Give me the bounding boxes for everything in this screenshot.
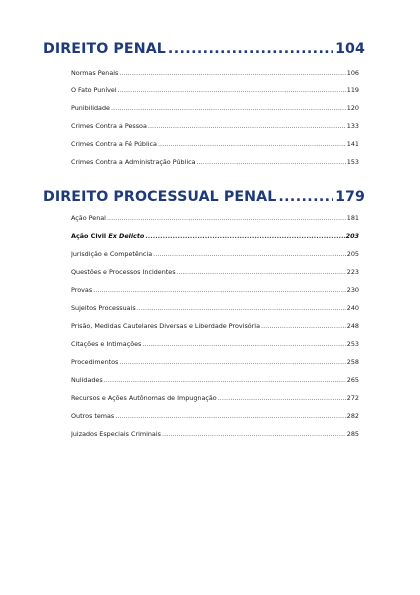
dot-leader	[162, 430, 346, 439]
toc-entry-page: 106	[346, 69, 359, 77]
dot-leader	[158, 140, 346, 149]
toc-entry-label-regular: Ação Civil	[71, 232, 107, 240]
toc-entry[interactable]	[71, 104, 359, 113]
dot-leader	[115, 412, 346, 421]
dot-leader	[261, 322, 346, 331]
section-heading[interactable]	[43, 40, 365, 58]
toc-entry[interactable]	[71, 250, 359, 259]
dot-leader	[218, 394, 346, 403]
dot-leader	[177, 268, 346, 277]
dot-leader	[137, 304, 346, 313]
toc-entry[interactable]	[71, 69, 359, 78]
toc-entry[interactable]	[71, 376, 359, 385]
toc-entry[interactable]	[71, 412, 359, 421]
dot-leader	[153, 250, 346, 259]
dot-leader	[145, 232, 344, 241]
section-page-number: 179	[335, 189, 365, 205]
toc-entry-page: 253	[346, 340, 359, 348]
toc-entry-page: 141	[346, 140, 359, 148]
toc-entry-page: 119	[346, 86, 359, 94]
toc-section-direito-processual-penal	[43, 188, 365, 438]
toc-entry-page: 265	[346, 376, 359, 384]
toc-entry[interactable]	[71, 214, 359, 223]
dot-leader	[104, 376, 346, 385]
toc-entry-page: 282	[346, 412, 359, 420]
toc-entry-label: Crimes Contra a Administração Pública	[71, 158, 196, 166]
dot-leader	[93, 286, 346, 295]
toc-entry[interactable]	[71, 286, 359, 295]
toc-entry-highlighted[interactable]	[71, 232, 359, 241]
dot-leader	[142, 340, 345, 349]
toc-entry-label: Prisão, Medidas Cautelares Diversas e Liberdade Provisória	[71, 322, 261, 330]
toc-entry-label: Recursos e Ações Autônomas de Impugnação	[71, 394, 217, 402]
toc-entry-label-italic: Ex Delicto	[108, 232, 145, 240]
section-title: DIREITO PENAL	[43, 41, 166, 57]
toc-entry-label: Crimes Contra a Pessoa	[71, 122, 147, 130]
toc-entry[interactable]	[71, 358, 359, 367]
toc-entry-page: 285	[346, 430, 359, 438]
toc-entry-page: 258	[346, 358, 359, 366]
toc-entry-label: Outros temas	[71, 412, 115, 420]
toc-entry-label: Questões e Processos Incidentes	[71, 268, 176, 276]
toc-entry[interactable]	[71, 268, 359, 277]
toc-entry[interactable]	[71, 86, 359, 95]
toc-entry-page: 181	[346, 214, 359, 222]
dot-leader	[119, 69, 345, 78]
toc-entry-label: Citações e Intimações	[71, 340, 142, 348]
toc-entry-label: Ação Penal	[71, 214, 106, 222]
dot-leader	[111, 104, 346, 113]
toc-entry-label: Provas	[71, 286, 93, 294]
toc-entry-label: Nulidades	[71, 376, 103, 384]
toc-entry-label: Sujeitos Processuais	[71, 304, 136, 312]
toc-entry-label: Punibilidade	[71, 104, 110, 112]
toc-entry[interactable]	[71, 340, 359, 349]
toc-entry-page: 153	[346, 158, 359, 166]
dot-leader	[119, 358, 345, 367]
toc-entry[interactable]	[71, 394, 359, 403]
section-page-number: 104	[335, 41, 365, 57]
section-title: DIREITO PROCESSUAL PENAL	[43, 189, 277, 205]
toc-entry-page: 120	[346, 104, 359, 112]
toc-entry[interactable]	[71, 322, 359, 331]
toc-entry-page: 223	[346, 268, 359, 276]
toc-entry-label: O Fato Punível	[71, 86, 117, 94]
dot-leader	[168, 40, 333, 58]
dot-leader	[118, 86, 346, 95]
toc-entry-label: Normas Penais	[71, 69, 119, 77]
toc-entry-page: 240	[346, 304, 359, 312]
toc-entry-page: 205	[346, 250, 359, 258]
toc-entry-label	[71, 232, 144, 241]
toc-entry[interactable]	[71, 304, 359, 313]
toc-entry-page: 133	[346, 122, 359, 130]
toc-entry[interactable]	[71, 140, 359, 149]
section-heading[interactable]	[43, 188, 365, 206]
toc-entry-label: Procedimentos	[71, 358, 119, 366]
dot-leader	[107, 214, 346, 223]
toc-entry-page: 272	[346, 394, 359, 402]
toc-entry-page: 230	[346, 286, 359, 294]
toc-entry-label: Juizados Especiais Criminais	[71, 430, 161, 438]
toc-entry[interactable]	[71, 430, 359, 439]
toc-entry-label: Jurisdição e Competência	[71, 250, 153, 258]
toc-entry-page: 248	[346, 322, 359, 330]
toc-entry[interactable]	[71, 122, 359, 131]
toc-entry-page: 203	[345, 232, 359, 240]
dot-leader	[197, 158, 346, 167]
dot-leader	[278, 188, 333, 206]
dot-leader	[148, 122, 346, 131]
toc-entry-label: Crimes Contra a Fé Pública	[71, 140, 157, 148]
toc-entry[interactable]	[71, 158, 359, 167]
toc-section-direito-penal	[43, 40, 365, 166]
